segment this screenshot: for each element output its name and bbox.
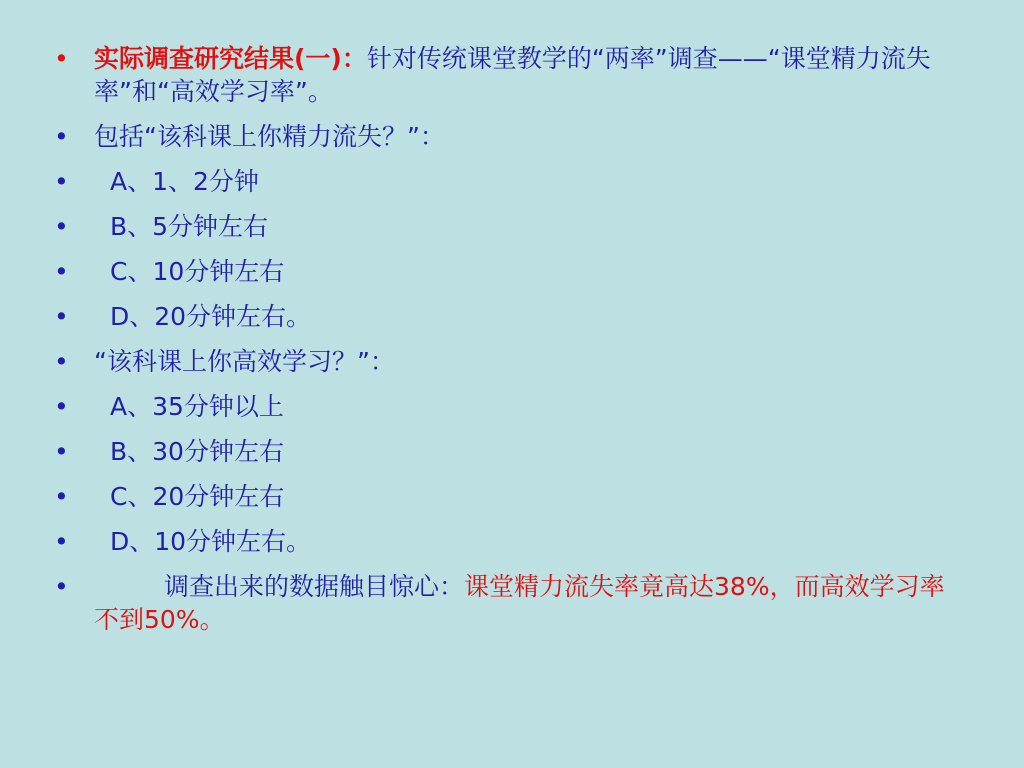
question-two-item (54, 345, 954, 378)
bullet-marker: • (54, 527, 69, 556)
question-one-item (54, 120, 954, 153)
answer-option-item (54, 435, 954, 468)
bullet-list (54, 42, 954, 648)
bullet-marker: • (54, 44, 69, 73)
survey-description: 针对传统课堂教学的“两率”调查——“课堂精力流失率”和“高效学习率”。 (94, 44, 931, 106)
question-one-text: 包括“该科课上你精力流失？”： (94, 122, 445, 151)
bullet-marker: • (54, 437, 69, 466)
answer-option-text: B、5分钟左右 (110, 212, 269, 241)
bullet-marker: • (54, 482, 69, 511)
answer-option-item (54, 255, 954, 288)
bullet-marker: • (54, 122, 69, 151)
survey-intro-item (54, 42, 954, 108)
answer-option-item (54, 165, 954, 198)
survey-heading: 实际调查研究结果(一)： (94, 44, 367, 73)
question-two-text: “该科课上你高效学习？”： (94, 347, 395, 376)
answer-option-text: A、1、2分钟 (110, 167, 259, 196)
answer-option-text: D、20分钟左右。 (110, 302, 312, 331)
bullet-marker: • (54, 212, 69, 241)
answer-option-text: A、35分钟以上 (110, 392, 284, 421)
bullet-marker: • (54, 302, 69, 331)
bullet-marker: • (54, 392, 69, 421)
answer-option-item (54, 300, 954, 333)
answer-option-item (54, 210, 954, 243)
answer-option-text: B、30分钟左右 (110, 437, 284, 466)
answer-option-item (54, 390, 954, 423)
conclusion-item (54, 570, 954, 636)
bullet-marker: • (54, 347, 69, 376)
bullet-marker: • (54, 572, 69, 601)
answer-option-text: C、20分钟左右 (110, 482, 285, 511)
bullet-marker: • (54, 257, 69, 286)
answer-option-item (54, 525, 954, 558)
conclusion-highlight: 课堂精力流失率竟高达38%，而高效学习率不到50%。 (94, 572, 945, 634)
conclusion-lead-text: 调查出来的数据触目惊心： (164, 572, 465, 601)
answer-option-item (54, 480, 954, 513)
bullet-marker: • (54, 167, 69, 196)
answer-option-text: C、10分钟左右 (110, 257, 285, 286)
answer-option-text: D、10分钟左右。 (110, 527, 312, 556)
